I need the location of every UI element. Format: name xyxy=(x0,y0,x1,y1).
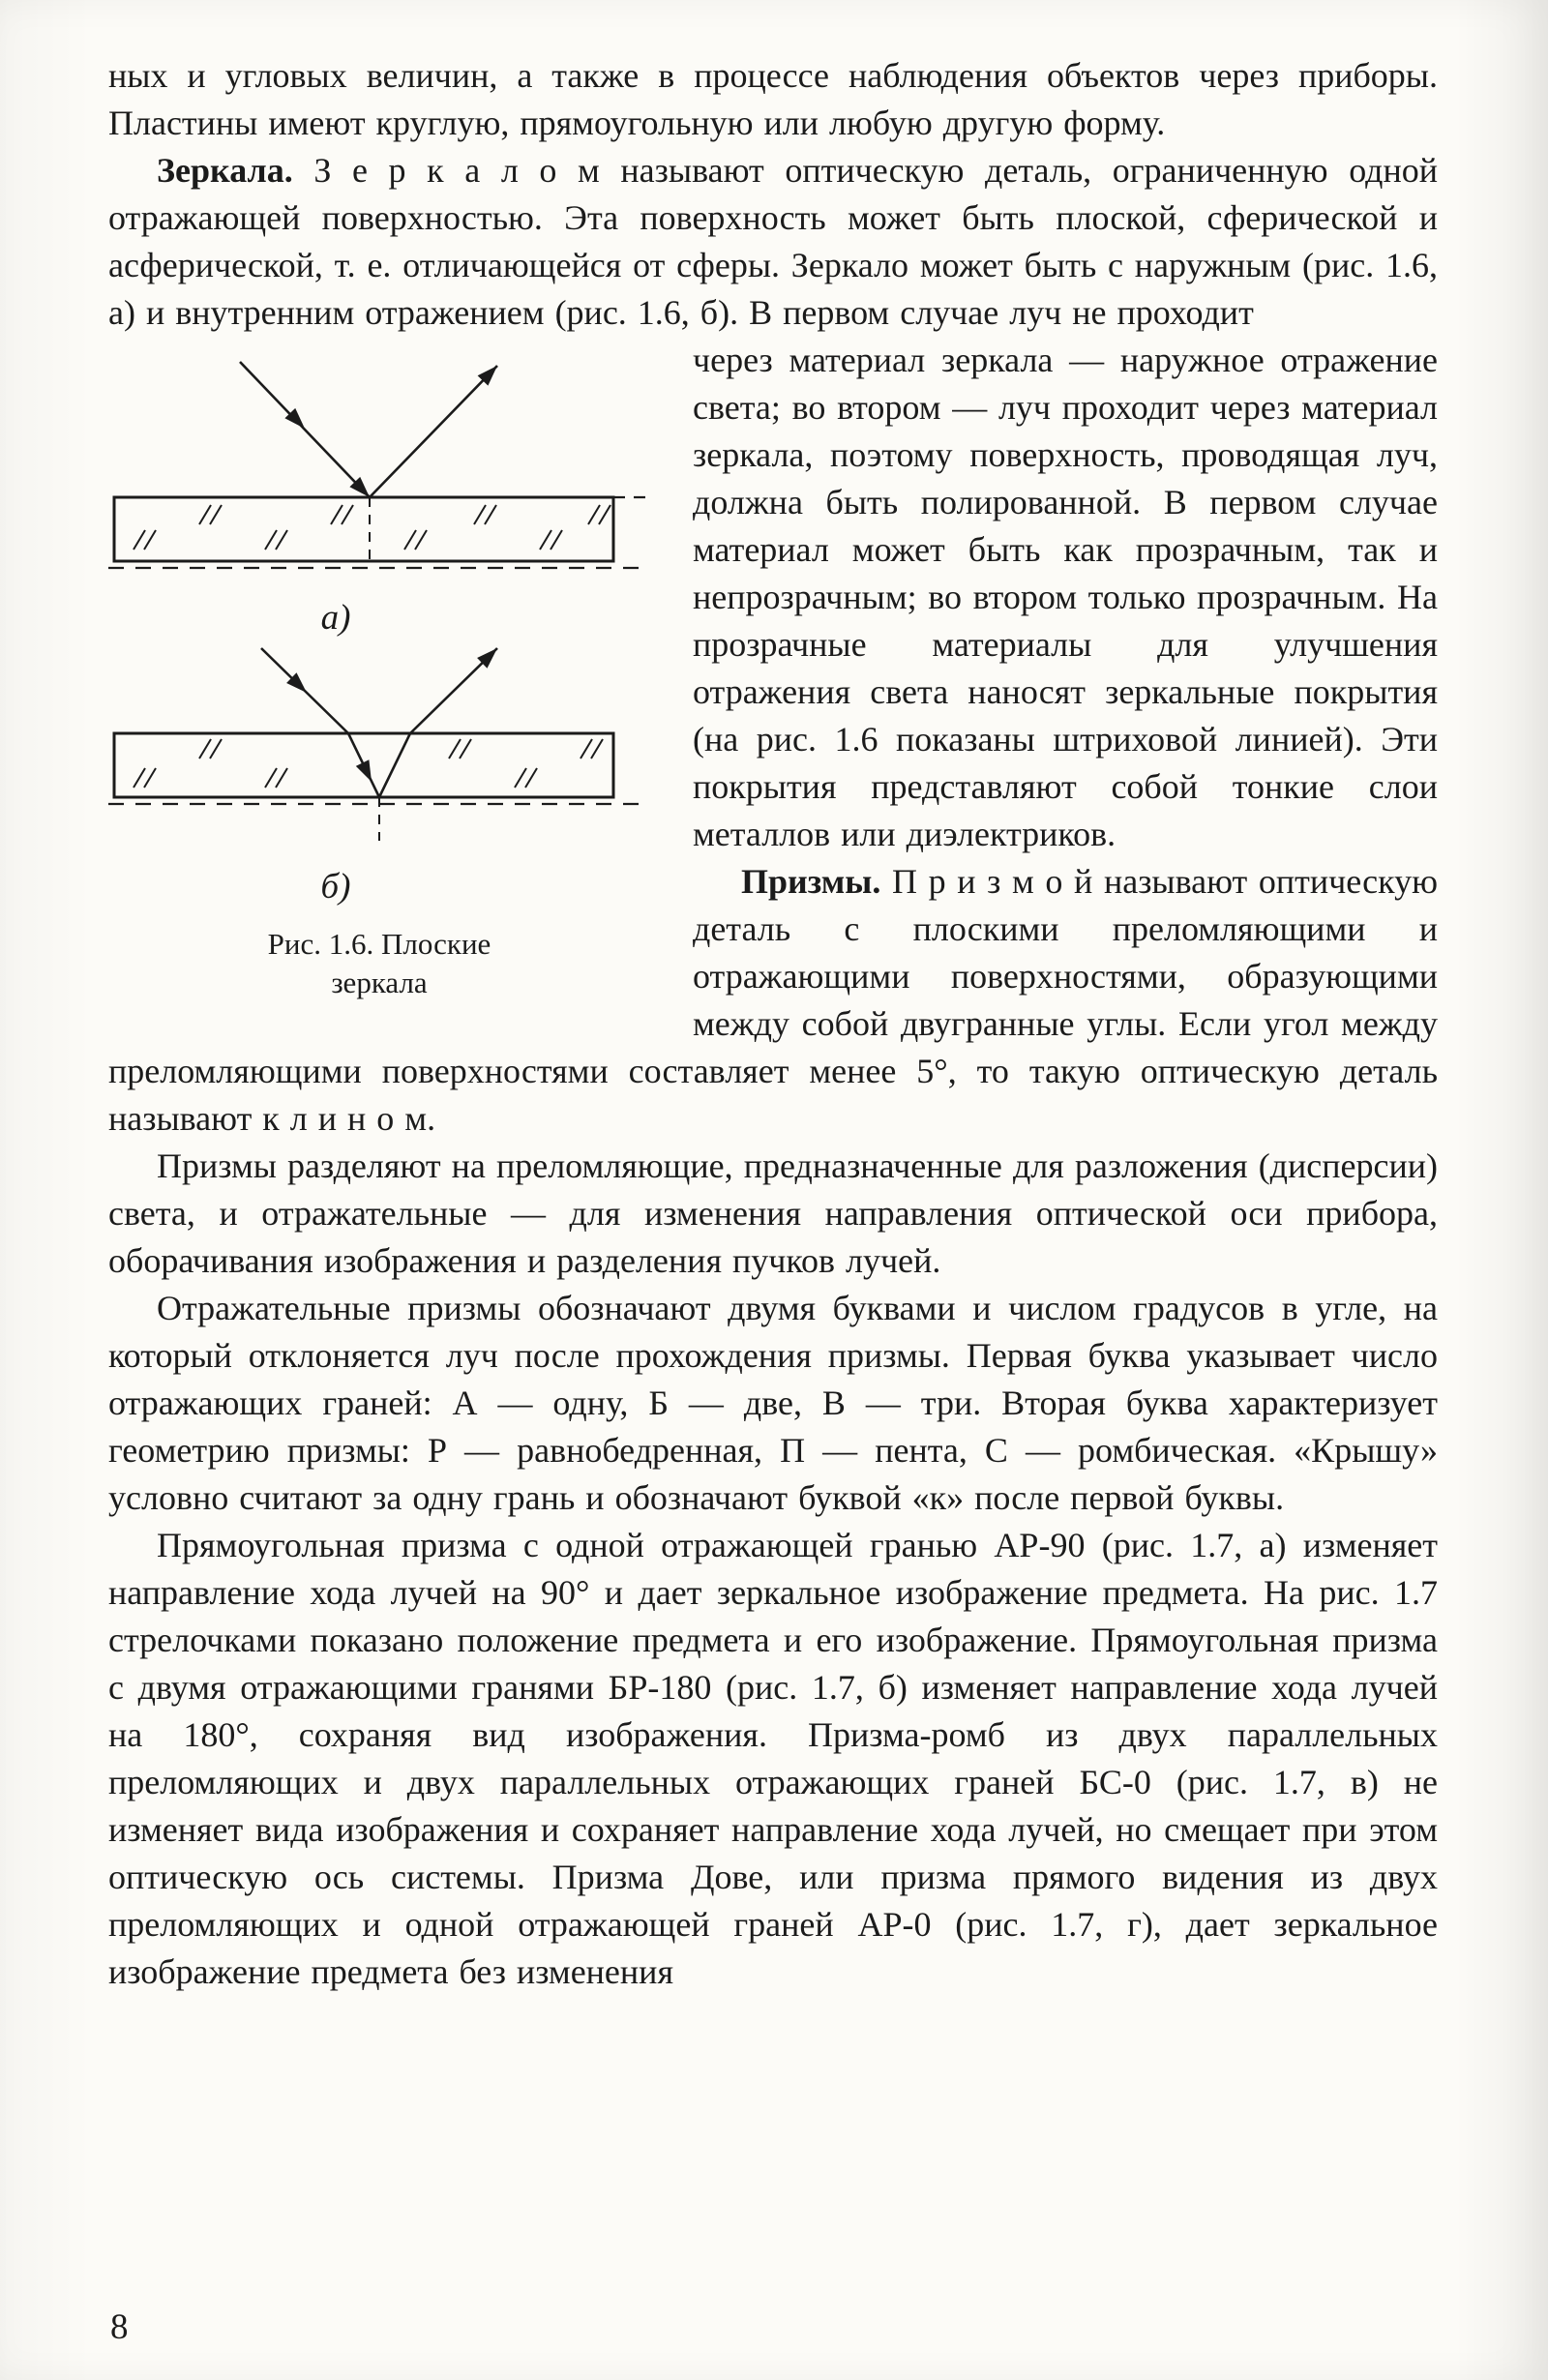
paragraph-mirrors-continuation: через материал зеркала — наружное отражение света; во втором — луч проходит через материал зеркала, поэтому поверхность, проводящая луч, должна быть полированной. В первом случае материал может быть как прозрачным, так и непрозрачным; во втором только прозрачным. На прозрачные материалы для улучшения отражения света наносят зеркальные покрытия (на рис. 1.6 показаны штриховой линией). Эти покрытия представляют собой тонкие слои металлов или диэлектриков. xyxy=(693,341,1438,853)
paragraph-mirrors-intro xyxy=(108,147,1438,337)
prisms-intro-text: П р и з м о й называют оптическую деталь с плоскими преломляющими и отражающими поверхностями, образующими между собой двугранные углы. Если угол между преломляющими поверхностями составляет менее 5°, то такую оптическую деталь называют к л и н о м. xyxy=(108,862,1438,1138)
figure-caption-line-1: Рис. 1.6. Плоские xyxy=(267,927,491,961)
mirror-external-reflection-diagram xyxy=(108,352,650,596)
mirrors-heading: Зеркала. xyxy=(157,151,293,190)
figure-1-6-flat-mirrors xyxy=(108,352,650,1002)
mirror-a-glass-body xyxy=(114,497,613,561)
refracted-ray-b-arrowhead xyxy=(356,759,372,782)
internally-reflected-ray-b xyxy=(379,733,410,797)
figure-label-a: а) xyxy=(320,598,351,638)
mirrors-intro-text: З е р к а л о м называют оптическую деталь, ограниченную одной отражающей поверхностью. Эта поверхность может быть плоской, сферической и асферической, т. е. отличающейся от сферы. Зеркало может быть с наружным (рис. 1.6, а) и внутренним отражением (рис. 1.6, б). В первом случае луч не проходит xyxy=(108,151,1438,332)
mirror-a-hatching xyxy=(134,505,610,550)
prisms-heading: Призмы. xyxy=(741,862,881,901)
reflected-ray-a xyxy=(370,366,497,497)
page-number: 8 xyxy=(110,2307,129,2347)
figure-label-b: б) xyxy=(320,867,351,907)
paragraph-prism-examples: Прямоугольная призма с одной отражающей гранью АР-90 (рис. 1.7, а) изменяет направление хода лучей на 90° и дает зеркальное изображение предмета. На рис. 1.7 стрелочками показано положение предмета и его изображение. Прямоугольная призма с двумя отражающими гранями БР-180 (рис. 1.7, б) изменяет направление хода лучей на 180°, сохраняя вид изображения. Призма-ромб из двух параллельных преломляющих и двух параллельных отражающих граней БС-0 (рис. 1.7, в) не изменяет вида изображения и сохраняет направление хода лучей, но смещает при этом оптическую ось системы. Призма Дове, или призма прямого видения из двух преломляющих и одной отражающей граней АР-0 (рис. 1.7, г), дает зеркальное изображение предмета без изменения xyxy=(108,1526,1438,1991)
figure-caption xyxy=(108,925,650,1002)
figure-caption-line-2: зеркала xyxy=(331,966,428,999)
paragraph-prism-designations: Отражательные призмы обозначают двумя буквами и числом градусов в угле, на который отклоняется луч после прохождения призмы. Первая буква указывает число отражающих граней: А — одну, Б — две, В — три. Вторая буква характеризует геометрию призмы: Р — равнобедренная, П — пента, С — ромбическая. «Крышу» условно считают за одну грань и обозначают буквой «к» после первой буквы. xyxy=(108,1289,1438,1517)
mirror-internal-reflection-diagram xyxy=(108,640,650,865)
paragraph-prism-types: Призмы разделяют на преломляющие, предназначенные для разложения (дисперсии) света, и отражательные — для изменения направления оптической оси прибора, оборачивания изображения и разделения пучков лучей. xyxy=(108,1146,1438,1280)
incident-ray-a xyxy=(240,362,370,497)
paragraph-plates-continuation: ных и угловых величин, а также в процессе наблюдения объектов через приборы. Пластины имеют круглую, прямоугольную или любую другую форму. xyxy=(108,56,1438,142)
